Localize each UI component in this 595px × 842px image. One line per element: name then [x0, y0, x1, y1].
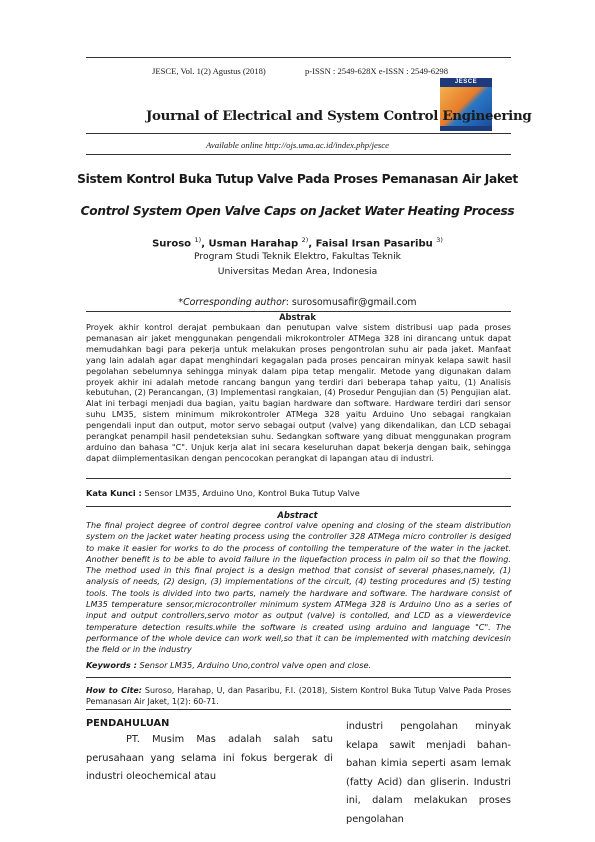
logo-bottom-bar [440, 126, 492, 131]
author-list: Suroso $^{1)}$, Usman Harahap $^{2)}$, Faisal Irsan Pasaribu $^{3)}$ [152, 236, 443, 250]
body-right-column: industri pengolahan minyak kelapa sawit menjadi bahan-bahan kimia seperti asam lemak (fatty Acid) dan gliserin. Industri ini, dalam melakukan proses pengolahan [346, 721, 511, 825]
abstrak-bottom-rule [86, 478, 511, 479]
body-left-column: PT. Musim Mas adalah salah satu perusahaan yang selama ini fokus bergerak di industri oleochemical atau [86, 734, 333, 783]
author-name: Faisal Irsan Pasaribu [315, 238, 433, 250]
affiliation-university: Universitas Medan Area, Indonesia [217, 266, 378, 277]
corresponding-email[interactable]: : surosomusafir@gmail.com [285, 297, 417, 308]
author-mark: 1) [194, 236, 202, 244]
header-top-rule [86, 57, 511, 58]
abstrak-body: Proyek akhir kontrol derajat pembukaan dan penutupan valve sistem distribusi uap pada proses pemanasan air jaket menggunakan pengendali mikrokontroler ATMega 328 ini dirancang untuk dapat memudahkan bagi para pekerja untuk melakukan proses pengontrolan suhu air pada jaket. Manfaat yang lain adalah agar dapat menghindari kegagalan pada proses pencairan minyak kelapa sawit hasil pegolahan sebelumnya sehingga minyak dalam pipa tetap mengalir. Metode yang digunakan dalam proyek akhir ini adalah metode rancang bangun yang terdiri dari beberapa tahap yaitu, (1) Analisis kebutuhan, (2) Perancangan, (3) Implementasi rangkaian, (4) Prosedur Pengujian dan (5) Pengujian alat. Alat ini terbagi menjadi dua bagian, yaitu bagian hardware dan software. Hardware terdiri dari sensor suhu LM35, sistem minimum mikrokontroler ATMega 328 yaitu Arduino Uno sebagai rangkaian pengendali input dan output, motor servo sebagai output (valve) yang dikendalikan, dan LCD sebagai perangkat penampil hasil pendeteksian suhu. Sedangkan software yang dibuat menggunakan program arduino dan bahasa "C". Unjuk kerja alat ini secara keseluruhan dapat bekerja dengan baik, sehingga dapat diimplementasikan dengan pencocokan perangkat di lapangan atau di industri. [86, 322, 511, 463]
keywords-line [86, 660, 511, 670]
available-online-link[interactable]: Available online http://ojs.uma.ac.id/index.php/jesce [206, 140, 389, 150]
kata-kunci-value: Sensor LM35, Arduino Uno, Kontrol Buka Tutup Valve [141, 488, 360, 498]
journal-title-rule [86, 133, 511, 134]
abstract-top-rule [86, 506, 511, 507]
author-name: Usman Harahap [208, 238, 299, 250]
how-to-cite [86, 685, 511, 707]
author-mark: 2) [301, 236, 309, 244]
paper-title-english: Control System Open Valve Caps on Jacket Water Heating Process [80, 204, 515, 218]
keywords-value: Sensor LM35, Arduino Uno,control valve open and close. [139, 660, 372, 670]
how-to-cite-label: How to Cite: [86, 686, 142, 695]
kata-kunci-line [86, 488, 511, 498]
affiliation-program: Program Studi Teknik Elektro, Fakultas Teknik [194, 251, 401, 262]
section-heading-pendahuluan: PENDAHULUAN [86, 718, 170, 729]
logo-text: JESCE [440, 78, 492, 87]
corresponding-label: *Corresponding author [178, 297, 286, 308]
author-mark: 3) [436, 236, 443, 244]
journal-reference: JESCE, Vol. 1(2) Agustus (2018) [152, 66, 266, 76]
author-name: Suroso [152, 238, 192, 250]
header-bottom-rule [86, 154, 511, 155]
paper-title-indonesian: Sistem Kontrol Buka Tutup Valve Pada Proses Pemanasan Air Jaket [77, 172, 518, 186]
keywords-label: Keywords : [86, 660, 137, 670]
how-to-cite-value: Suroso, Harahap, U, dan Pasaribu, F.I. (2018), Sistem Kontrol Buka Tutup Valve Pada Proses Pemanasan Air Jaket, 1(2): 60-71. [86, 686, 511, 706]
cite-bottom-rule [86, 709, 511, 710]
issn-line: p-ISSN : 2549-628X e-ISSN : 2549-6298 [305, 66, 448, 76]
corresponding-author [0, 297, 595, 308]
kata-kunci-label: Kata Kunci : [86, 488, 142, 498]
journal-title: Journal of Electrical and System Control Engineering [146, 108, 532, 124]
abstract-body: The final project degree of control degree control valve opening and closing of the steam distribution system on the jacket water heating process using the controller 328 ATMega micro controller is desiged to make it easier for works to do the process of contolling the temperature of the water in the jacket. Another benefit is to be able to avoid failure in the liquefaction process in palm oil so that the flowing. The method used in this final project is a design method that consist of several phases,namely, (1) analysis of needs, (2) design, (3) implementations of the circuit, (4) testing procedures and (5) testing tools. The tools is divided into two parts, namely the hardware and software. The hardware consist of LM35 temperature sensor,microcontroller minimum system ATMega 328 is Arduino Uno as a series of input and output controllers,servo motor as output (valve) is contolled, and LCD as a viewerdevice temperature detection results.while the software is created using arduino and language "C". The performance of the whole device can work well,so that it can be implemented with matching devicesin the field or in the industry [86, 520, 511, 655]
keywords-bottom-rule [86, 677, 511, 678]
abstract-heading: Abstract [277, 510, 318, 520]
abstrak-heading: Abstrak [279, 312, 316, 322]
